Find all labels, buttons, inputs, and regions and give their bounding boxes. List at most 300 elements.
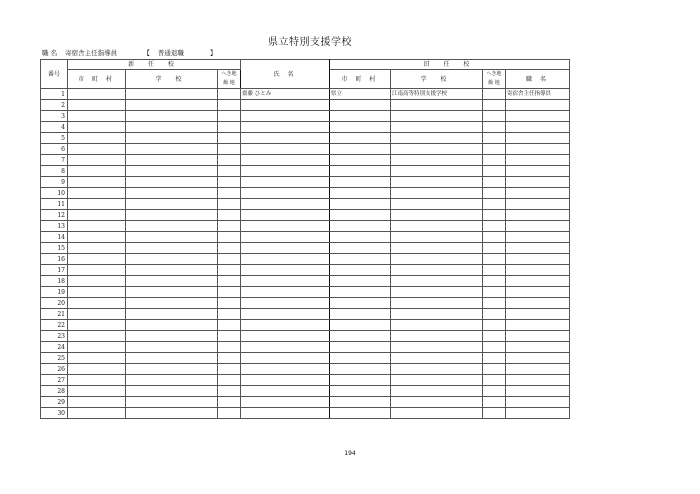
new-school-cell bbox=[126, 166, 218, 177]
new-remote-cell bbox=[218, 100, 241, 111]
new-remote-cell bbox=[218, 188, 241, 199]
name-cell bbox=[241, 100, 330, 111]
old-school-cell bbox=[391, 254, 483, 265]
new-remote-cell bbox=[218, 232, 241, 243]
new-school-cell bbox=[126, 144, 218, 155]
new-remote-cell bbox=[218, 210, 241, 221]
table-row bbox=[41, 309, 570, 320]
name-cell bbox=[241, 254, 330, 265]
header-new-remote bbox=[218, 70, 241, 89]
row-number: 27 bbox=[41, 375, 68, 386]
old-title-cell bbox=[506, 221, 570, 232]
old-school-cell bbox=[391, 364, 483, 375]
new-remote-cell bbox=[218, 166, 241, 177]
new-municipality-cell bbox=[68, 243, 126, 254]
old-municipality-cell bbox=[330, 155, 391, 166]
table-row bbox=[41, 155, 570, 166]
new-remote-cell bbox=[218, 111, 241, 122]
row-number: 18 bbox=[41, 276, 68, 287]
new-school-cell bbox=[126, 364, 218, 375]
new-school-cell bbox=[126, 177, 218, 188]
old-municipality-cell bbox=[330, 210, 391, 221]
table-row bbox=[41, 89, 570, 100]
name-cell bbox=[241, 122, 330, 133]
new-municipality-cell bbox=[68, 210, 126, 221]
new-municipality-cell bbox=[68, 89, 126, 100]
new-remote-cell bbox=[218, 276, 241, 287]
new-municipality-cell bbox=[68, 331, 126, 342]
old-school-cell bbox=[391, 221, 483, 232]
old-municipality-cell bbox=[330, 243, 391, 254]
new-municipality-cell bbox=[68, 111, 126, 122]
old-remote-cell bbox=[483, 408, 506, 419]
row-number: 3 bbox=[41, 111, 68, 122]
old-municipality-cell bbox=[330, 232, 391, 243]
old-title-cell bbox=[506, 133, 570, 144]
table-row bbox=[41, 320, 570, 331]
old-remote-cell bbox=[483, 210, 506, 221]
old-school-cell bbox=[391, 166, 483, 177]
name-cell: 齋藤 ひとみ bbox=[241, 89, 330, 100]
table-row bbox=[41, 342, 570, 353]
table-row bbox=[41, 287, 570, 298]
name-cell bbox=[241, 353, 330, 364]
table-row bbox=[41, 254, 570, 265]
old-title-cell bbox=[506, 309, 570, 320]
new-municipality-cell bbox=[68, 364, 126, 375]
row-number: 12 bbox=[41, 210, 68, 221]
new-remote-cell bbox=[218, 243, 241, 254]
name-cell bbox=[241, 342, 330, 353]
new-municipality-cell bbox=[68, 298, 126, 309]
new-school-cell bbox=[126, 232, 218, 243]
new-remote-cell bbox=[218, 353, 241, 364]
table-row bbox=[41, 243, 570, 254]
old-school-cell bbox=[391, 386, 483, 397]
old-school-cell bbox=[391, 342, 483, 353]
old-municipality-cell bbox=[330, 100, 391, 111]
new-municipality-cell bbox=[68, 353, 126, 364]
name-cell bbox=[241, 331, 330, 342]
new-school-cell bbox=[126, 287, 218, 298]
old-remote-cell bbox=[483, 320, 506, 331]
old-remote-cell bbox=[483, 232, 506, 243]
header-name: 氏 名 bbox=[241, 60, 330, 89]
new-remote-cell bbox=[218, 144, 241, 155]
new-school-cell bbox=[126, 265, 218, 276]
new-school-cell bbox=[126, 309, 218, 320]
old-title-cell bbox=[506, 342, 570, 353]
row-number: 11 bbox=[41, 199, 68, 210]
old-school-cell bbox=[391, 122, 483, 133]
old-school-cell bbox=[391, 100, 483, 111]
header-old-title: 職 名 bbox=[506, 70, 570, 89]
old-remote-cell bbox=[483, 364, 506, 375]
old-school-cell bbox=[391, 155, 483, 166]
new-remote-cell bbox=[218, 221, 241, 232]
old-municipality-cell bbox=[330, 276, 391, 287]
name-cell bbox=[241, 386, 330, 397]
table-row bbox=[41, 177, 570, 188]
meta-bracket-open: 【 bbox=[143, 49, 150, 57]
old-school-cell bbox=[391, 111, 483, 122]
old-title-cell bbox=[506, 364, 570, 375]
new-municipality-cell bbox=[68, 221, 126, 232]
old-remote-cell bbox=[483, 144, 506, 155]
name-cell bbox=[241, 199, 330, 210]
row-number: 1 bbox=[41, 89, 68, 100]
old-title-cell bbox=[506, 199, 570, 210]
new-remote-cell bbox=[218, 89, 241, 100]
header-new-school: 新 任 校 bbox=[68, 60, 241, 70]
row-number: 29 bbox=[41, 397, 68, 408]
old-title-cell bbox=[506, 243, 570, 254]
name-cell bbox=[241, 177, 330, 188]
new-school-cell bbox=[126, 254, 218, 265]
table-row bbox=[41, 166, 570, 177]
table-row bbox=[41, 298, 570, 309]
new-school-cell bbox=[126, 408, 218, 419]
old-municipality-cell bbox=[330, 375, 391, 386]
old-title-cell bbox=[506, 210, 570, 221]
new-school-cell bbox=[126, 199, 218, 210]
old-municipality-cell bbox=[330, 320, 391, 331]
header-old-remote-text: へき地 級 地 bbox=[486, 71, 502, 86]
header-number: 番号 bbox=[41, 60, 68, 89]
table-row bbox=[41, 210, 570, 221]
new-school-cell bbox=[126, 210, 218, 221]
name-cell bbox=[241, 375, 330, 386]
old-municipality-cell bbox=[330, 364, 391, 375]
old-remote-cell bbox=[483, 331, 506, 342]
new-municipality-cell bbox=[68, 397, 126, 408]
name-cell bbox=[241, 265, 330, 276]
old-remote-cell bbox=[483, 386, 506, 397]
name-cell bbox=[241, 397, 330, 408]
new-remote-cell bbox=[218, 122, 241, 133]
row-number: 17 bbox=[41, 265, 68, 276]
old-municipality-cell bbox=[330, 265, 391, 276]
old-municipality-cell bbox=[330, 188, 391, 199]
old-remote-cell bbox=[483, 166, 506, 177]
row-number: 24 bbox=[41, 342, 68, 353]
old-municipality-cell bbox=[330, 166, 391, 177]
meta-line bbox=[42, 48, 223, 57]
name-cell bbox=[241, 133, 330, 144]
table-row bbox=[41, 386, 570, 397]
old-remote-cell bbox=[483, 265, 506, 276]
new-school-cell bbox=[126, 122, 218, 133]
new-municipality-cell bbox=[68, 133, 126, 144]
new-municipality-cell bbox=[68, 276, 126, 287]
table-row bbox=[41, 100, 570, 111]
old-title-cell bbox=[506, 155, 570, 166]
old-school-cell bbox=[391, 276, 483, 287]
old-school-cell bbox=[391, 408, 483, 419]
old-title-cell bbox=[506, 287, 570, 298]
old-municipality-cell bbox=[330, 254, 391, 265]
old-title-cell bbox=[506, 375, 570, 386]
new-remote-cell bbox=[218, 199, 241, 210]
new-school-cell bbox=[126, 386, 218, 397]
old-school-cell bbox=[391, 188, 483, 199]
old-municipality-cell bbox=[330, 353, 391, 364]
old-title-cell bbox=[506, 298, 570, 309]
old-remote-cell bbox=[483, 353, 506, 364]
new-municipality-cell bbox=[68, 265, 126, 276]
new-remote-cell bbox=[218, 364, 241, 375]
header-old-school: 旧 任 校 bbox=[330, 60, 570, 70]
old-school-cell bbox=[391, 232, 483, 243]
new-school-cell bbox=[126, 243, 218, 254]
header-new-remote-text: へき地 級 地 bbox=[221, 71, 237, 86]
new-municipality-cell bbox=[68, 188, 126, 199]
old-title-cell bbox=[506, 166, 570, 177]
name-cell bbox=[241, 155, 330, 166]
new-municipality-cell bbox=[68, 287, 126, 298]
table-row bbox=[41, 122, 570, 133]
table-row bbox=[41, 144, 570, 155]
name-cell bbox=[241, 221, 330, 232]
new-school-cell bbox=[126, 320, 218, 331]
new-municipality-cell bbox=[68, 199, 126, 210]
name-cell bbox=[241, 243, 330, 254]
table-row bbox=[41, 364, 570, 375]
row-number: 6 bbox=[41, 144, 68, 155]
table-row bbox=[41, 188, 570, 199]
old-remote-cell bbox=[483, 100, 506, 111]
old-title-cell bbox=[506, 232, 570, 243]
new-remote-cell bbox=[218, 386, 241, 397]
table-row bbox=[41, 331, 570, 342]
new-municipality-cell bbox=[68, 375, 126, 386]
meta-bracket-close: 】 bbox=[210, 49, 217, 57]
row-number: 10 bbox=[41, 188, 68, 199]
old-school-cell bbox=[391, 177, 483, 188]
name-cell bbox=[241, 144, 330, 155]
new-municipality-cell bbox=[68, 100, 126, 111]
new-school-cell bbox=[126, 397, 218, 408]
new-municipality-cell bbox=[68, 342, 126, 353]
old-school-cell bbox=[391, 331, 483, 342]
name-cell bbox=[241, 287, 330, 298]
name-cell bbox=[241, 276, 330, 287]
old-remote-cell bbox=[483, 309, 506, 320]
old-school-cell bbox=[391, 375, 483, 386]
row-number: 21 bbox=[41, 309, 68, 320]
new-remote-cell bbox=[218, 133, 241, 144]
old-municipality-cell bbox=[330, 122, 391, 133]
name-cell bbox=[241, 364, 330, 375]
new-municipality-cell bbox=[68, 166, 126, 177]
new-school-cell bbox=[126, 221, 218, 232]
row-number: 7 bbox=[41, 155, 68, 166]
new-municipality-cell bbox=[68, 177, 126, 188]
old-school-cell bbox=[391, 353, 483, 364]
personnel-table bbox=[40, 59, 570, 419]
new-remote-cell bbox=[218, 254, 241, 265]
name-cell bbox=[241, 210, 330, 221]
old-municipality-cell bbox=[330, 408, 391, 419]
new-school-cell bbox=[126, 298, 218, 309]
table-row bbox=[41, 199, 570, 210]
old-remote-cell bbox=[483, 397, 506, 408]
old-municipality-cell bbox=[330, 331, 391, 342]
old-title-cell bbox=[506, 111, 570, 122]
row-number: 19 bbox=[41, 287, 68, 298]
old-remote-cell bbox=[483, 89, 506, 100]
new-remote-cell bbox=[218, 408, 241, 419]
old-municipality-cell bbox=[330, 309, 391, 320]
old-title-cell bbox=[506, 386, 570, 397]
new-remote-cell bbox=[218, 320, 241, 331]
new-remote-cell bbox=[218, 375, 241, 386]
new-municipality-cell bbox=[68, 122, 126, 133]
old-remote-cell bbox=[483, 155, 506, 166]
old-municipality-cell bbox=[330, 111, 391, 122]
header-old-remote bbox=[483, 70, 506, 89]
name-cell bbox=[241, 188, 330, 199]
old-municipality-cell bbox=[330, 133, 391, 144]
name-cell bbox=[241, 309, 330, 320]
old-title-cell bbox=[506, 254, 570, 265]
new-remote-cell bbox=[218, 287, 241, 298]
meta-category: 普通退職 bbox=[157, 49, 184, 57]
old-remote-cell bbox=[483, 243, 506, 254]
table-row bbox=[41, 265, 570, 276]
old-school-cell bbox=[391, 210, 483, 221]
new-school-cell bbox=[126, 353, 218, 364]
meta-label: 職 名 bbox=[42, 49, 58, 57]
new-municipality-cell bbox=[68, 254, 126, 265]
old-title-cell bbox=[506, 397, 570, 408]
old-remote-cell bbox=[483, 254, 506, 265]
old-title-cell bbox=[506, 276, 570, 287]
old-school-cell bbox=[391, 243, 483, 254]
new-remote-cell bbox=[218, 309, 241, 320]
old-title-cell bbox=[506, 265, 570, 276]
old-remote-cell bbox=[483, 133, 506, 144]
old-school-cell bbox=[391, 309, 483, 320]
old-remote-cell bbox=[483, 276, 506, 287]
row-number: 2 bbox=[41, 100, 68, 111]
old-school-cell bbox=[391, 265, 483, 276]
name-cell bbox=[241, 166, 330, 177]
old-school-cell bbox=[391, 320, 483, 331]
row-number: 28 bbox=[41, 386, 68, 397]
row-number: 30 bbox=[41, 408, 68, 419]
name-cell bbox=[241, 408, 330, 419]
old-remote-cell bbox=[483, 298, 506, 309]
new-municipality-cell bbox=[68, 309, 126, 320]
old-remote-cell bbox=[483, 111, 506, 122]
old-remote-cell bbox=[483, 122, 506, 133]
old-remote-cell bbox=[483, 287, 506, 298]
table-row bbox=[41, 111, 570, 122]
table-row bbox=[41, 276, 570, 287]
page-title: 県立特別支援学校 bbox=[268, 37, 352, 48]
new-school-cell bbox=[126, 375, 218, 386]
old-municipality-cell bbox=[330, 397, 391, 408]
new-municipality-cell bbox=[68, 144, 126, 155]
table-body bbox=[41, 89, 570, 419]
row-number: 14 bbox=[41, 232, 68, 243]
old-remote-cell bbox=[483, 375, 506, 386]
old-title-cell: 寄宿舎主任指導員 bbox=[506, 89, 570, 100]
row-number: 22 bbox=[41, 320, 68, 331]
old-title-cell bbox=[506, 320, 570, 331]
old-municipality-cell bbox=[330, 342, 391, 353]
table-row bbox=[41, 221, 570, 232]
row-number: 26 bbox=[41, 364, 68, 375]
old-municipality-cell bbox=[330, 199, 391, 210]
new-school-cell bbox=[126, 133, 218, 144]
old-title-cell bbox=[506, 144, 570, 155]
new-municipality-cell bbox=[68, 232, 126, 243]
new-school-cell bbox=[126, 100, 218, 111]
old-municipality-cell: 県立 bbox=[330, 89, 391, 100]
new-remote-cell bbox=[218, 177, 241, 188]
name-cell bbox=[241, 111, 330, 122]
old-school-cell: 江南高等特別支援学校 bbox=[391, 89, 483, 100]
old-municipality-cell bbox=[330, 298, 391, 309]
old-school-cell bbox=[391, 287, 483, 298]
row-number: 25 bbox=[41, 353, 68, 364]
new-remote-cell bbox=[218, 342, 241, 353]
new-municipality-cell bbox=[68, 155, 126, 166]
old-remote-cell bbox=[483, 188, 506, 199]
new-school-cell bbox=[126, 111, 218, 122]
header-old-school-name: 学 校 bbox=[391, 70, 483, 89]
new-school-cell bbox=[126, 276, 218, 287]
table-row bbox=[41, 397, 570, 408]
old-municipality-cell bbox=[330, 144, 391, 155]
new-school-cell bbox=[126, 342, 218, 353]
name-cell bbox=[241, 298, 330, 309]
page-number: 194 bbox=[344, 450, 356, 457]
name-cell bbox=[241, 232, 330, 243]
header-old-municipality: 市 町 村 bbox=[330, 70, 391, 89]
old-municipality-cell bbox=[330, 287, 391, 298]
row-number: 15 bbox=[41, 243, 68, 254]
row-number: 9 bbox=[41, 177, 68, 188]
old-title-cell bbox=[506, 353, 570, 364]
meta-position: 寄宿舎主任指導員 bbox=[65, 49, 118, 57]
row-number: 4 bbox=[41, 122, 68, 133]
old-school-cell bbox=[391, 397, 483, 408]
old-remote-cell bbox=[483, 221, 506, 232]
old-remote-cell bbox=[483, 342, 506, 353]
table-row bbox=[41, 353, 570, 364]
name-cell bbox=[241, 320, 330, 331]
new-school-cell bbox=[126, 155, 218, 166]
old-school-cell bbox=[391, 133, 483, 144]
new-remote-cell bbox=[218, 331, 241, 342]
row-number: 20 bbox=[41, 298, 68, 309]
new-remote-cell bbox=[218, 265, 241, 276]
header-new-municipality: 市 町 村 bbox=[68, 70, 126, 89]
new-school-cell bbox=[126, 188, 218, 199]
old-municipality-cell bbox=[330, 177, 391, 188]
header-new-school-name: 学 校 bbox=[126, 70, 218, 89]
new-municipality-cell bbox=[68, 320, 126, 331]
new-municipality-cell bbox=[68, 386, 126, 397]
new-municipality-cell bbox=[68, 408, 126, 419]
old-remote-cell bbox=[483, 199, 506, 210]
row-number: 16 bbox=[41, 254, 68, 265]
table-row bbox=[41, 232, 570, 243]
old-title-cell bbox=[506, 122, 570, 133]
